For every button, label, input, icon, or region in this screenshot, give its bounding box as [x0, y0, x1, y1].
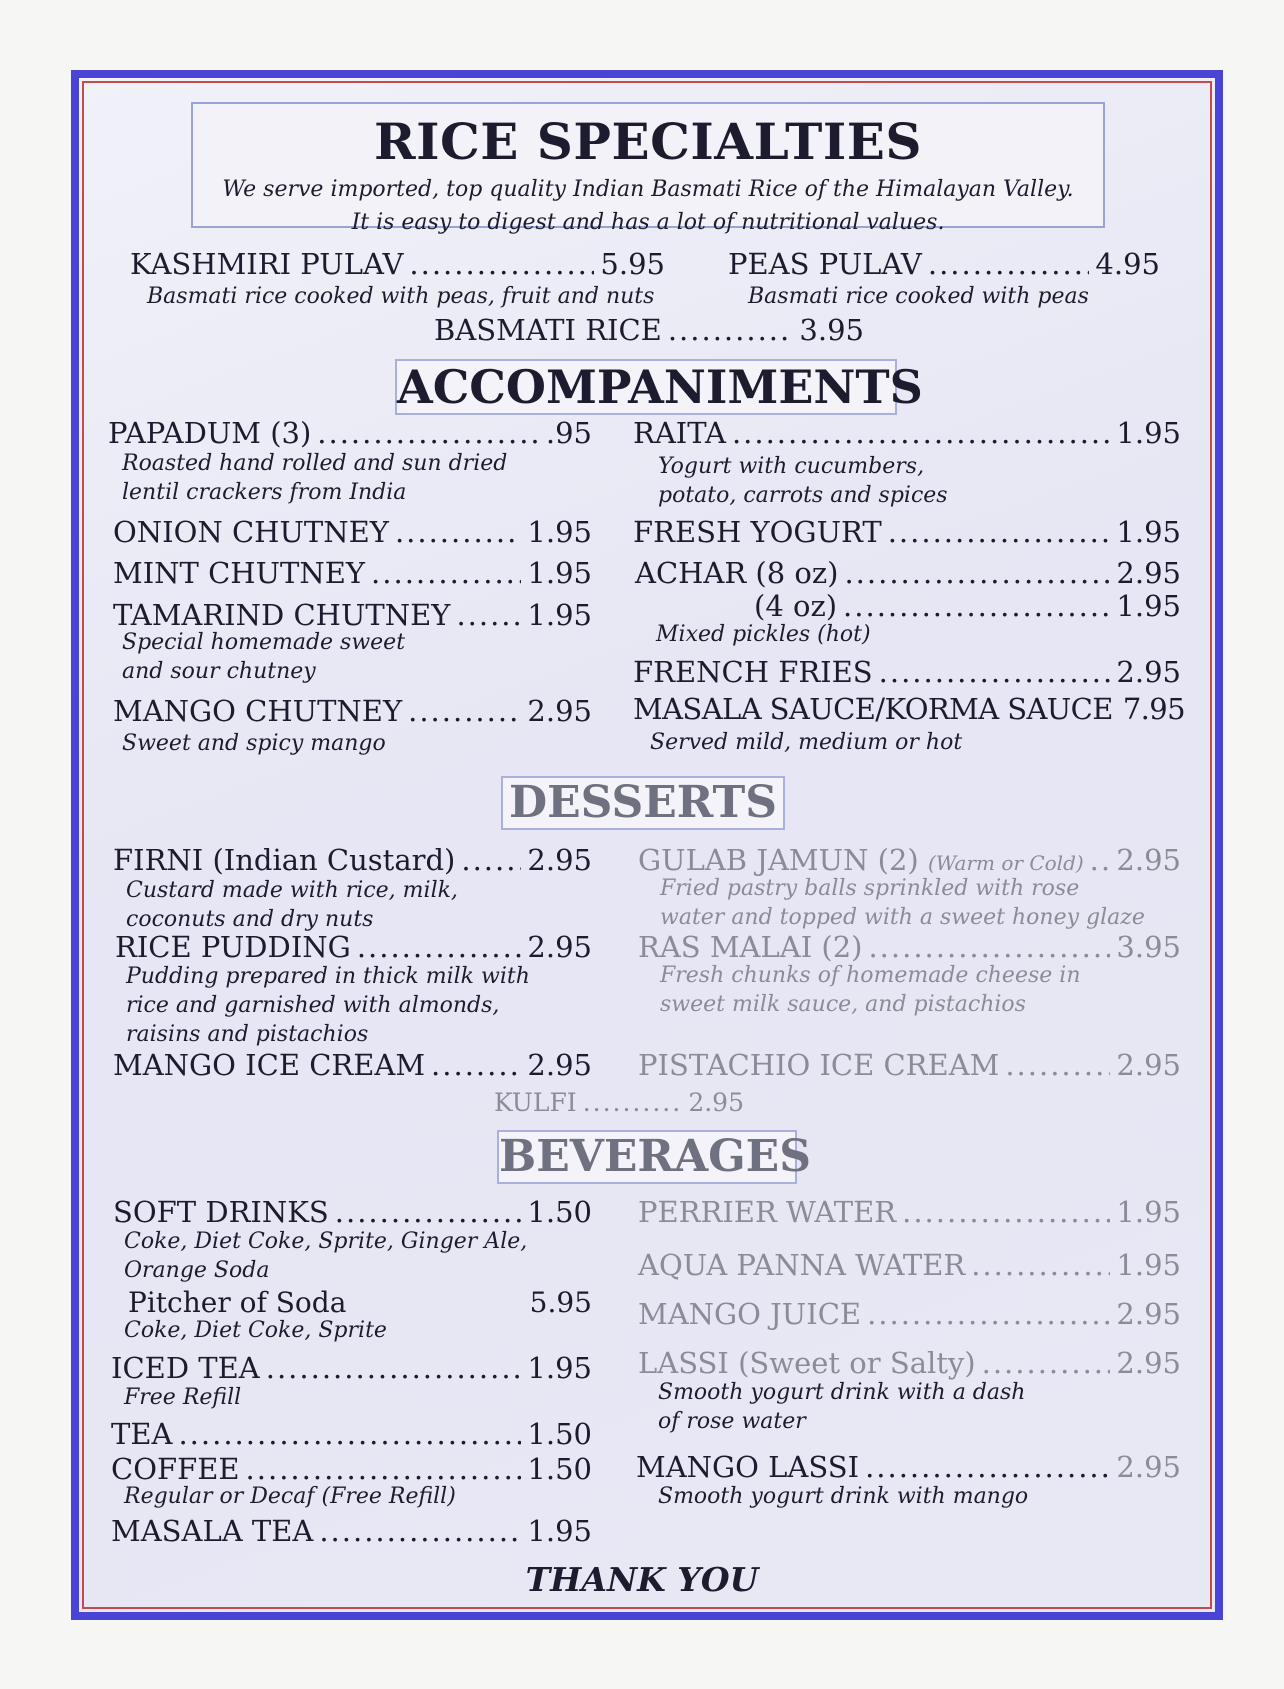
item-price: 2.95 [527, 930, 592, 964]
item-desc: Free Refill [124, 1385, 242, 1410]
rice-header-box [191, 102, 1105, 235]
item-name: PAPADUM (3) [108, 416, 312, 450]
item-name: ACHAR (8 oz) [635, 556, 839, 590]
item-name: FIRNI (Indian Custard) [113, 843, 456, 877]
item-price: 1.50 [527, 1452, 592, 1486]
item-name: FRENCH FRIES [633, 655, 873, 689]
item-price: 1.95 [1116, 589, 1181, 623]
item-desc: Roasted hand rolled and sun dried lentil crackers from India [122, 451, 508, 505]
item-name: Pitcher of Soda [128, 1286, 347, 1319]
item-price: 1.95 [527, 1351, 592, 1385]
item-desc: Coke, Diet Coke, Sprite [124, 1318, 387, 1343]
rice-title: RICE SPECIALTIES [374, 112, 922, 171]
item-price: 1.95 [1116, 515, 1181, 549]
item-desc: Fried pastry balls sprinkled with rose water and topped with a sweet honey glaze [660, 876, 1145, 930]
menu-item-mint-chutney [113, 556, 592, 590]
item-price: 1.50 [527, 1195, 592, 1229]
menu-item-aqua-panna-water [638, 1248, 1181, 1282]
item-price: 2.95 [1116, 1450, 1181, 1484]
menu-item-firni [113, 843, 592, 877]
item-name: PERRIER WATER [638, 1195, 897, 1229]
item-desc: Coke, Diet Coke, Sprite, Ginger Ale, Orange Soda [124, 1229, 528, 1283]
item-price: 2.95 [1116, 655, 1181, 689]
item-desc: Smooth yogurt drink with a dash of rose water [658, 1380, 1026, 1434]
item-price: 2.95 [1116, 1297, 1181, 1331]
item-name: TAMARIND CHUTNEY [113, 598, 451, 632]
item-desc: Fresh chunks of homemade cheese in sweet milk sauce, and pistachios [660, 963, 1081, 1017]
menu-item-fresh-yogurt [633, 515, 1181, 549]
item-name: MANGO LASSI [636, 1450, 860, 1484]
menu-item-rice-pudding [115, 930, 592, 964]
item-desc: Basmati rice cooked with peas, fruit and nuts [147, 284, 655, 309]
item-name: MASALA TEA [111, 1514, 314, 1548]
item-name: (4 oz) [754, 589, 838, 623]
item-desc: Mixed pickles (hot) [656, 622, 871, 647]
item-desc: Served mild, medium or hot [650, 730, 963, 755]
item-price: 1.95 [1116, 1195, 1181, 1229]
menu-item-ras-malai [638, 930, 1181, 964]
item-name: BASMATI RICE [434, 313, 662, 347]
item-price: 2.95 [527, 843, 592, 877]
menu-item-french-fries [633, 655, 1181, 689]
item-name: LASSI (Sweet or Salty) [638, 1346, 976, 1380]
menu-item-soft-drinks [113, 1195, 592, 1229]
menu-item-onion-chutney [113, 515, 592, 549]
item-name: RAS MALAI (2) [638, 930, 863, 964]
item-price: 1.95 [527, 1514, 592, 1548]
menu-item-peas-pulav [728, 247, 1160, 281]
item-name: KULFI [494, 1088, 577, 1117]
item-desc: Regular or Decaf (Free Refill) [124, 1484, 456, 1509]
menu-item-masala-korma-sauce [633, 692, 1185, 726]
item-name: COFFEE [111, 1452, 240, 1486]
item-name: AQUA PANNA WATER [638, 1248, 966, 1282]
item-price: 5.95 [600, 247, 665, 281]
item-price: 2.95 [1116, 1048, 1181, 1082]
menu-item-mango-lassi [636, 1450, 1181, 1484]
item-desc: Special homemade sweet and sour chutney [122, 630, 406, 684]
desserts-title: DESSERTS [501, 776, 785, 830]
item-name: MANGO ICE CREAM [113, 1048, 426, 1082]
item-desc: Basmati rice cooked with peas [748, 284, 1089, 309]
item-name: KASHMIRI PULAV [130, 247, 404, 281]
menu-item-papadum [108, 416, 592, 450]
menu-item-perrier-water [638, 1195, 1181, 1229]
menu-item-achar-4oz [754, 589, 1181, 623]
item-name: MINT CHUTNEY [113, 556, 366, 590]
item-price: 4.95 [1095, 247, 1160, 281]
menu-item-lassi [638, 1346, 1181, 1380]
item-name: MANGO JUICE [638, 1297, 862, 1331]
menu-item-mango-juice [638, 1297, 1181, 1331]
item-price: 1.50 [527, 1417, 592, 1451]
item-desc: Sweet and spicy mango [122, 731, 386, 756]
item-price: 1.95 [1116, 1248, 1181, 1282]
item-name: PEAS PULAV [728, 247, 922, 281]
item-name: TEA [111, 1417, 173, 1451]
item-price: 2.95 [1116, 843, 1181, 877]
item-name: RICE PUDDING [115, 930, 351, 964]
menu-item-mango-chutney [113, 694, 592, 728]
item-price: 7.95 [1122, 692, 1185, 726]
beverages-title: BEVERAGES [499, 1131, 811, 1182]
item-price: 3.95 [1116, 930, 1181, 964]
item-price: .95 [545, 416, 592, 450]
menu-item-gulab-jamun [638, 843, 1181, 877]
item-price: 1.95 [527, 556, 592, 590]
item-note: (Warm or Cold) [927, 851, 1084, 875]
menu-item-achar-8oz [635, 556, 1181, 590]
item-desc: Yogurt with cucumbers, potato, carrots and spices [658, 454, 948, 508]
menu-item-iced-tea [111, 1351, 592, 1385]
menu-item-coffee [111, 1452, 592, 1486]
item-price: 2.95 [1116, 556, 1181, 590]
item-name: MANGO CHUTNEY [113, 694, 403, 728]
menu-item-basmati-rice [434, 313, 864, 347]
menu-item-raita [633, 416, 1181, 450]
item-price: 1.95 [527, 515, 592, 549]
item-name: MASALA SAUCE/KORMA SAUCE [633, 692, 1113, 726]
item-name: RAITA [633, 416, 726, 450]
menu-item-pitcher-of-soda [128, 1286, 592, 1319]
rice-intro-line-1: We serve imported, top quality Indian Basmati Rice of the Himalayan Valley. [222, 177, 1074, 202]
rice-intro-line-2: It is easy to digest and has a lot of nutritional values. [351, 210, 945, 235]
item-price: 2.95 [688, 1088, 744, 1117]
item-price: 1.95 [527, 598, 592, 632]
item-name: FRESH YOGURT [633, 515, 882, 549]
menu-item-tea [111, 1417, 592, 1451]
menu-item-pistachio-ice-cream [638, 1048, 1181, 1082]
accompaniments-title: ACCOMPANIMENTS [397, 360, 923, 414]
item-name: PISTACHIO ICE CREAM [638, 1048, 1000, 1082]
item-price: 2.95 [1116, 1346, 1181, 1380]
menu-item-masala-tea [111, 1514, 592, 1548]
item-desc: Custard made with rice, milk, coconuts and dry nuts [126, 878, 458, 932]
menu-item-tamarind-chutney [113, 598, 592, 632]
item-price: 2.95 [527, 694, 592, 728]
item-price: 5.95 [529, 1286, 592, 1319]
item-desc: Pudding prepared in thick milk with rice and garnished with almonds, raisins and pistachios [126, 964, 530, 1047]
item-name: SOFT DRINKS [113, 1195, 329, 1229]
item-name: GULAB JAMUN (2) [638, 843, 919, 877]
menu-item-mango-ice-cream [113, 1048, 592, 1082]
item-price: 1.95 [1116, 416, 1181, 450]
item-name: ICED TEA [111, 1351, 260, 1385]
item-price: 2.95 [527, 1048, 592, 1082]
menu-item-kashmiri-pulav [130, 247, 665, 281]
menu-item-kulfi [494, 1088, 744, 1117]
item-name: ONION CHUTNEY [113, 515, 389, 549]
thank-you: THANK YOU [525, 1560, 759, 1599]
item-desc: Smooth yogurt drink with mango [658, 1484, 1029, 1509]
item-price: 3.95 [799, 313, 864, 347]
